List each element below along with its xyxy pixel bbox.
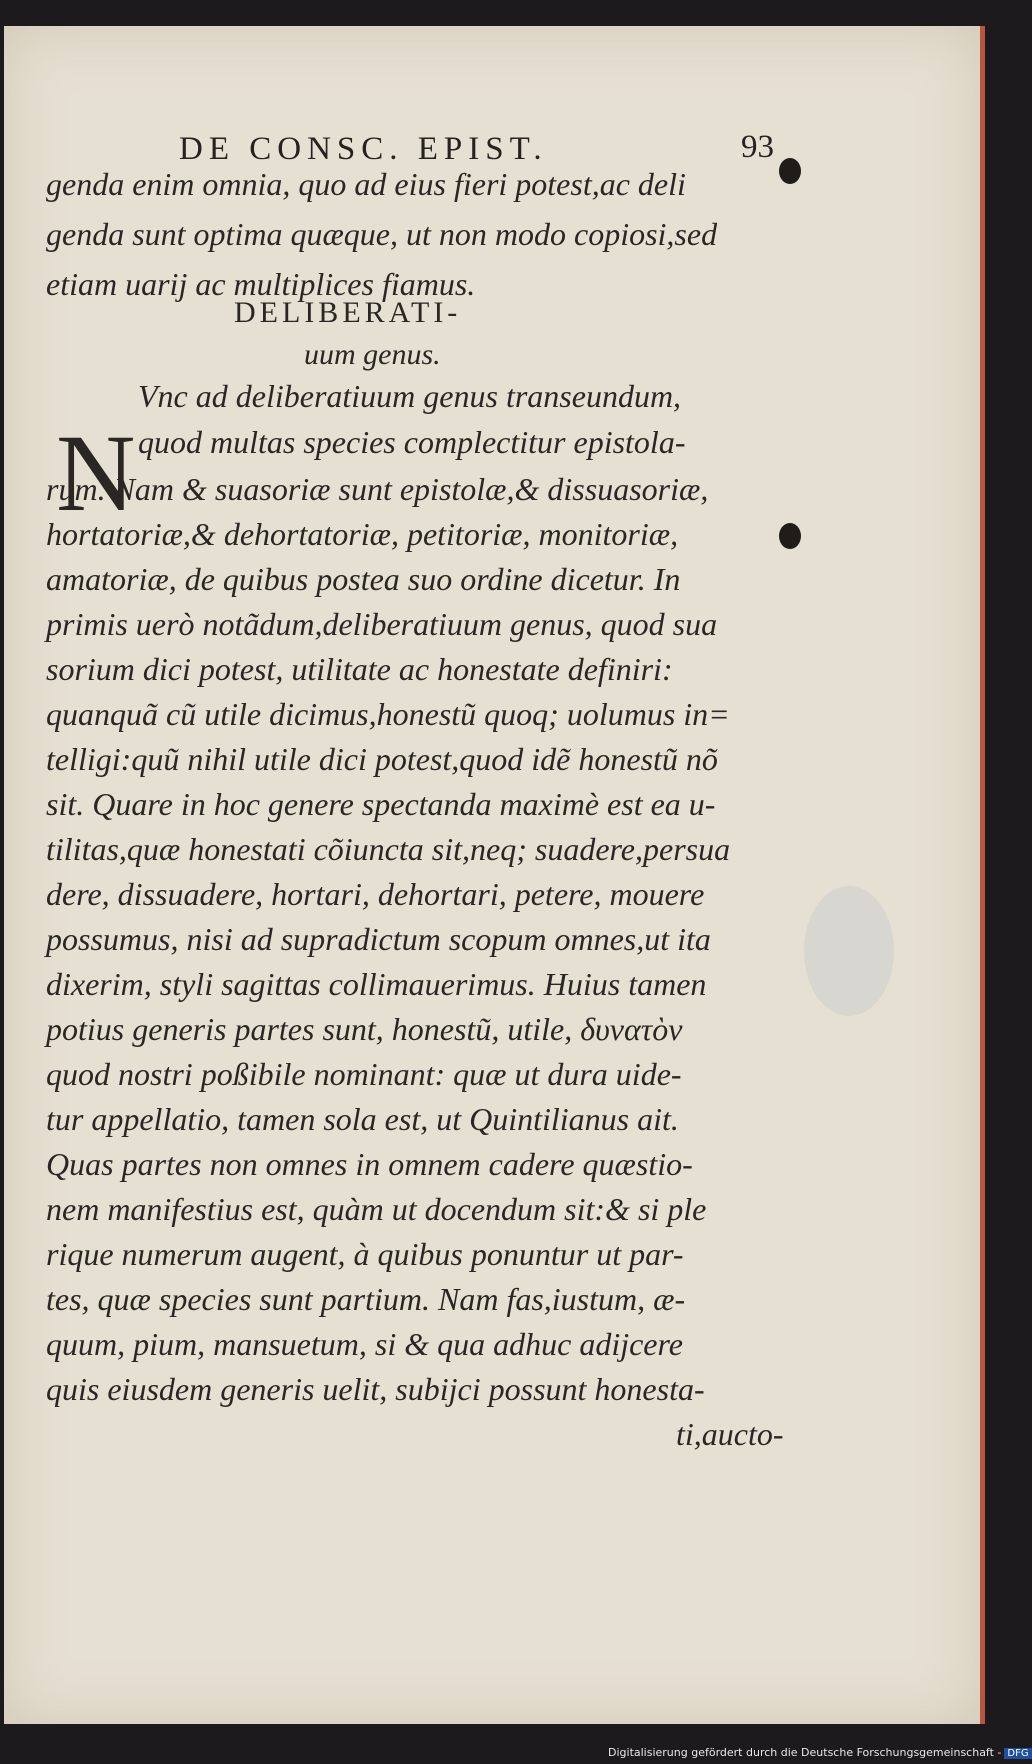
text-line: quod nostri poßibile nominant: quæ ut dura uide- [46,1056,682,1092]
drop-cap-initial: N [56,412,136,534]
text-line: nem manifestius est, quàm ut docendum sit:& si ple [46,1191,707,1227]
catchword: ti,aucto- [676,1416,784,1452]
digitization-credit [608,1746,1032,1759]
text-line: Vnc ad deliberatiuum genus transeundum, [138,378,682,414]
text-line: quanquã cũ utile dicimus,honestũ quoq; uolumus in= [46,696,730,732]
page-number: 93 [741,129,774,165]
credit-text: Digitalisierung gefördert durch die Deutsche Forschungsgemeinschaft - [608,1746,1002,1759]
text-line: quis eiusdem generis uelit, subijci possunt honesta- [46,1371,705,1407]
text-line: tilitas,quæ honestati cõiuncta sit,neq; suadere,persua [46,831,731,867]
text-line: dixerim, styli sagittas collimauerimus. Huius tamen [46,966,707,1002]
text-line: potius generis partes sunt, honestũ, utile, δυνατὸν [46,1011,683,1047]
text-line: possumus, nisi ad supradictum scopum omnes,ut ita [46,921,711,957]
text-line: quum, pium, mansuetum, si & qua adhuc adijcere [46,1326,683,1362]
text-line: amatoriæ, de quibus postea suo ordine dicetur. In [46,561,681,597]
text-line: genda sunt optima quæque, ut non modo copiosi,sed [46,216,718,252]
ink-blot [779,158,801,184]
section-title: DELIBERATI- [234,296,462,329]
paper-stain [804,886,894,1016]
text-line: Quas partes non omnes in omnem cadere quæstio- [46,1146,693,1182]
text-line: tur appellatio, tamen sola est, ut Quintilianus ait. [46,1101,679,1137]
text-line: hortatoriæ,& dehortatoriæ, petitoriæ, monitoriæ, [46,516,679,552]
text-line: quod multas species complectitur epistola- [138,424,686,460]
text-line: tes, quæ species sunt partium. Nam fas,iustum, æ- [46,1281,686,1317]
text-line: genda enim omnia, quo ad eius fieri potest,ac deli [46,166,686,202]
text-line: dere, dissuadere, hortari, dehortari, petere, mouere [46,876,705,912]
text-line: sorium dici potest, utilitate ac honestate definiri: [46,651,673,687]
text-line: rum. Nam & suasoriæ sunt epistolæ,& dissuasoriæ, [46,471,709,507]
text-line: rique numerum augent, à quibus ponuntur ut par- [46,1236,684,1272]
text-line: telligi:quũ nihil utile dici potest,quod idẽ honestũ nõ [46,741,718,777]
text-line: primis uerò notãdum,deliberatiuum genus, quod sua [46,606,718,642]
text-line: sit. Quare in hoc genere spectanda maximè est ea u- [46,786,716,822]
ink-blot [779,523,801,549]
dfg-logo: DFG [1004,1748,1031,1759]
running-head: DE CONSC. EPIST. [179,131,548,167]
text-line: etiam uarij ac multiplices fiamus. [46,266,476,302]
book-page [4,26,985,1724]
section-subtitle: uum genus. [304,338,441,371]
